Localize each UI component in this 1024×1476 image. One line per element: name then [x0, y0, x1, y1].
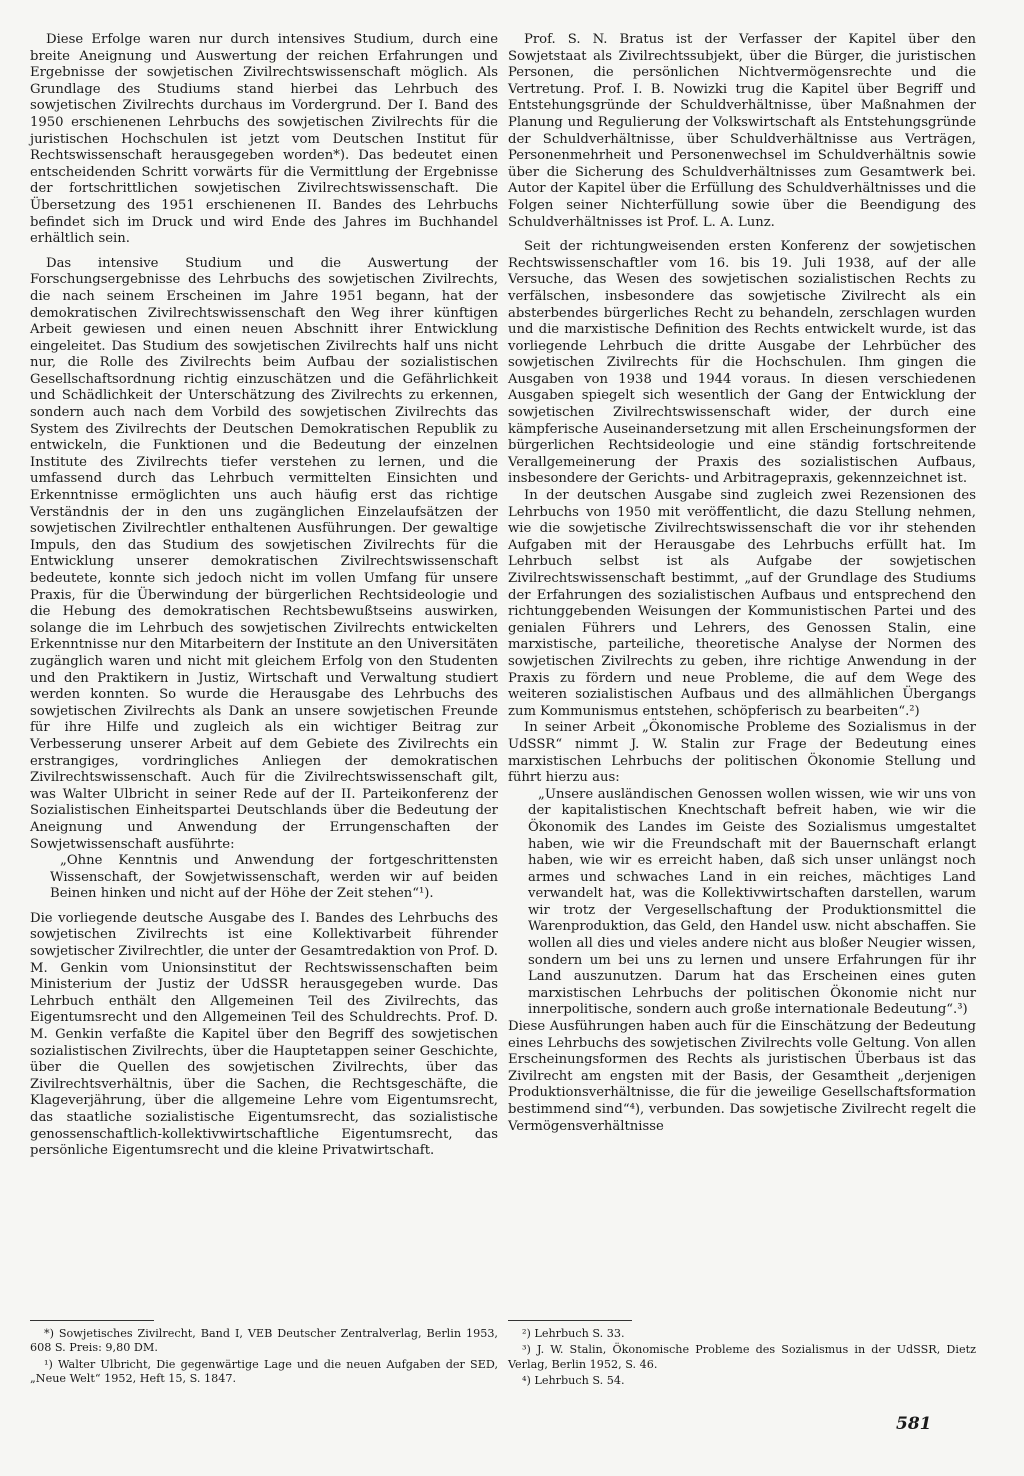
paragraph: In seiner Arbeit „Ökonomische Probleme des Sozialismus in der UdSSR“ nimmt J. W. Stalin zur Frage der Bedeutung eines marxistischen Lehrbuchs der politischen Ökonomie Stellung und führt hierzu aus: [508, 720, 976, 786]
paragraph: Diese Erfolge waren nur durch intensives Studium, durch eine breite Aneignung und Auswertung der reichen Erfahrungen und Ergebnisse der sowjetischen Zivilrechtswissenschaft möglich. Als Grundlage des Studiums stand hierbei das Lehrbuch des sowjetischen Zivilrechts durchaus im Vordergrund. Der I. Band des 1950 erschienenen Lehrbuchs des sowjetischen Zivilrechts für die juristischen Hochschulen ist jetzt vom Deutschen Institut für Rechtswissenschaft herausgegeben worden*). Das bedeutet einen entscheidenden Schritt vorwärts für die Vermittlung der Ergebnisse der fortschrittlichen sowjetischen Zivilrechtswissenschaft. Die Übersetzung des 1951 erschienenen II. Bandes des Lehrbuchs befindet sich im Druck und wird Ende des Jahres im Buchhandel erhältlich sein. [30, 32, 498, 247]
footnote-rule [508, 1320, 632, 1321]
block-quote: „Unsere ausländischen Genossen wollen wissen, wie wir uns von der kapitalistischen Knechtschaft befreit haben, wie wir die Ökonomik des Landes im Geiste des Sozialismus umgestaltet haben, wie wir die Freundschaft mit der Bauernschaft erlangt haben, wie wir es erreicht haben, daß sich unser unlängst noch armes und schwaches Land in ein reiches, mächtiges Land verwandelt hat, was die Kollektivwirtschaften darstellen, warum wir trotz der Vergesellschaftung der Produktionsmittel die Warenproduktion, das Geld, den Handel usw. nicht abschaffen. Sie wollen all dies und vieles andere nicht aus bloßer Neugier wissen, sondern um bei uns zu lernen und unsere Erfahrungen für ihr Land auszunutzen. Darum hat das Erscheinen eines guten marxistischen Lehrbuchs der politischen Ökonomie nicht nur innerpolitische, sondern auch große internationale Bedeutung“.³) [528, 786, 976, 1018]
footnote: ³) J. W. Stalin, Ökonomische Probleme des Sozialismus in der UdSSR, Dietz Verlag, Berlin 1952, S. 46. [508, 1343, 976, 1371]
footnote: ¹) Walter Ulbricht, Die gegenwärtige Lage und die neuen Aufgaben der SED, „Neue Welt“ 1952, Heft 15, S. 1847. [30, 1357, 498, 1386]
footnote: ²) Lehrbuch S. 33. [522, 1327, 625, 1340]
footnotes-right [508, 1320, 976, 1391]
paragraph: Die vorliegende deutsche Ausgabe des I. Bandes des Lehrbuchs des sowjetischen Zivilrechts ist eine Kollektivarbeit führender sowjetischer Zivilrechtler, die unter der Gesamtredaktion von Prof. D. M. Genkin vom Unionsinstitut der Rechtswissenschaften beim Ministerium der Justiz der UdSSR herausgegeben wurde. Das Lehrbuch enthält den Allgemeinen Teil des Zivilrechts, das Eigentumsrecht und den Allgemeinen Teil des Schuldrechts. Prof. D. M. Genkin verfaßte die Kapitel über den Begriff des sowjetischen sozialistischen Zivilrechts, über die Hauptetappen seiner Geschichte, über die Quellen des sowjetischen Zivilrechts, über das Zivilrechtsverhältnis, über die Sachen, die Rechtsgeschäfte, die Klageverjährung, über die allgemeine Lehre vom Eigentumsrecht, das staatliche sozialistische Eigentumsrecht, das sozialistische genossenschaftlich-kollektivwirtschaftliche Eigentumsrecht, das persönliche Eigentumsrecht und die kleine Privatwirtschaft. [30, 910, 498, 1159]
paragraph: Das intensive Studium und die Auswertung der Forschungsergebnisse des Lehrbuchs des sowjetischen Zivilrechts, die nach seinem Erscheinen im Jahre 1951 begann, hat der demokratischen Zivilrechtswissenschaft den Weg ihrer künftigen Arbeit gewiesen und einen neuen Abschnitt ihrer Entwicklung eingeleitet. Das Studium des sowjetischen Zivilrechts half uns nicht nur, die Rolle des Zivilrechts beim Aufbau der sozialistischen Gesellschaftsordnung richtig einzuschätzen und die Gefährlichkeit und Schädlichkeit der Unterschätzung des Zivilrechts zu erkennen, sondern auch nach dem Vorbild des sowjetischen Zivilrechts das System des Zivilrechts der Deutschen Demokratischen Republik zu entwickeln, die Funktionen und die Bedeutung der einzelnen Institute des Zivilrechts tiefer verstehen zu lernen, und die umfassend durch das Lehrbuch vermittelten Einsichten und Erkenntnisse ermöglichten uns auch häufig erst das richtige Verständnis der in den uns zugänglichen Einzelaufsätzen der sowjetischen Zivilrechtler enthaltenen Ausführungen. Der gewaltige Impuls, den das Studium des sowjetischen Zivilrechts für die Entwicklung unserer demokratischen Zivilrechtswissenschaft bedeutete, konnte sich jedoch nicht im vollen Umfang für unsere Praxis, für die Überwindung der bürgerlichen Rechtsideologie und die Hebung des demokratischen Rechtsbewußtseins auswirken, solange die im Lehrbuch des sowjetischen Zivilrechts entwickelten Erkenntnisse nur den Mitarbeitern der Institute an den Universitäten zugänglich waren und nicht mit gleichem Erfolg von den Studenten und den Praktikern in Justiz, Wirtschaft und Verwaltung studiert werden konnten. So wurde die Herausgabe des Lehrbuchs des sowjetischen Zivilrechts als Dank an unsere sowjetischen Freunde für ihre Hilfe und zugleich als ein wichtiger Beitrag zur Verbesserung unserer Arbeit auf dem Gebiete des Zivilrechts ein erstrangiges, vordringliches Anliegen der demokratischen Zivilrechtswissenschaft. Auch für die Zivilrechtswissenschaft gilt, was Walter Ulbricht in seiner Rede auf der II. Parteikonferenz der Sozialistischen Einheitspartei Deutschlands über die Bedeutung der Aneignung und Anwendung der Errungenschaften der Sowjetwissenschaft ausführte: [30, 255, 498, 852]
paragraph: Prof. S. N. Bratus ist der Verfasser der Kapitel über den Sowjetstaat als Zivilrechtssubjekt, über die Bürger, die juristischen Personen, die persönlichen Nichtvermögensrechte und die Vertretung. Prof. I. B. Nowizki trug die Kapitel über Begriff und Entstehungsgründe der Schuldverhältnisse, über Maßnahmen der Planung und Regulierung der Volkswirtschaft als Entstehungsgründe der Schuldverhältnisse, über Schuldverhältnisse aus Verträgen, Personenmehrheit und Personenwechsel im Schuldverhältnis sowie über die Sicherung des Schuldverhältnisses zum Gesamtwerk bei. Autor der Kapitel über die Erfüllung des Schuldverhältnisses und die Folgen seiner Nichterfüllung sowie über die Beendigung des Schuldverhältnisses ist Prof. L. A. Lunz. [508, 32, 976, 230]
footnotes-left [30, 1320, 498, 1389]
block-quote: „Ohne Kenntnis und Anwendung der fortgeschrittensten Wissenschaft, der Sowjetwissenschaft, werden wir auf beiden Beinen hinken und nicht auf der Höhe der Zeit stehen“¹). [50, 853, 498, 902]
page-number: 581 [896, 1414, 932, 1434]
footnote: ⁴) Lehrbuch S. 54. [522, 1374, 625, 1388]
paragraph: Diese Ausführungen haben auch für die Einschätzung der Bedeutung eines Lehrbuchs des sowjetischen Zivilrechts volle Geltung. Von allen Erscheinungsformen des Rechts als juristischen Überbaus ist das Zivilrecht am engsten mit der Basis, der Gesamtheit „derjenigen Produktionsverhältnisse, die für die jeweilige Gesellschaftsformation bestimmend sind“⁴), verbunden. Das sowjetische Zivilrecht regelt die Vermögensverhältnisse [508, 1019, 976, 1134]
footnote: *) Sowjetisches Zivilrecht, Band I, VEB Deutscher Zentralverlag, Berlin 1953, 608 S. Preis: 9,80 DM. [30, 1327, 498, 1355]
paragraph: Seit der richtungweisenden ersten Konferenz der sowjetischen Rechtswissenschaftler vom 16. bis 19. Juli 1938, auf der alle Versuche, das Wesen des sowjetischen sozialistischen Rechts zu verfälschen, insbesondere das sowjetische Zivilrecht als ein absterbendes bürgerliches Recht zu behandeln, zerschlagen wurden und die marxistische Definition des Rechts entwickelt wurde, ist das vorliegende Lehrbuch die dritte Ausgabe der Lehrbücher des sowjetischen Zivilrechts für die Hochschulen. Ihm gingen die Ausgaben von 1938 und 1944 voraus. In diesen verschiedenen Ausgaben spiegelt sich wesentlich der Gang der Entwicklung der sowjetischen Zivilrechtswissenschaft wider, der durch eine kämpferische Auseinandersetzung mit allen Erscheinungsformen der bürgerlichen Rechtsideologie und eine ständig fortschreitende Verallgemeinerung der Praxis des sozialistischen Aufbaus, insbesondere der Gerichts- und Arbitragepraxis, gekennzeichnet ist. [508, 239, 976, 487]
left-column [30, 32, 498, 1160]
paragraph: In der deutschen Ausgabe sind zugleich zwei Rezensionen des Lehrbuchs von 1950 mit veröffentlicht, die dazu Stellung nehmen, wie die sowjetische Zivilrechtswissenschaft die vor ihr stehenden Aufgaben mit der Herausgabe des Lehrbuchs erfüllt hat. Im Lehrbuch selbst ist als Aufgabe der sowjetischen Zivilrechtswissenschaft bestimmt, „auf der Grundlage des Studiums der Erfahrungen des sozialistischen Aufbaus und entsprechend den richtunggebenden Weisungen der Kommunistischen Partei und des genialen Führers und Lehrers, des Genossen Stalin, eine marxistische, parteiliche, theoretische Analyse der Normen des sowjetischen Zivilrechts zu geben, ihre richtige Anwendung in der Praxis zu fördern und neue Probleme, die auf dem Wege des weiteren sozialistischen Aufbaus und des allmählichen Übergangs zum Kommunismus entstehen, schöpferisch zu bearbeiten“.²) [508, 488, 976, 719]
right-column [508, 32, 976, 1135]
footnote-rule [30, 1320, 154, 1321]
